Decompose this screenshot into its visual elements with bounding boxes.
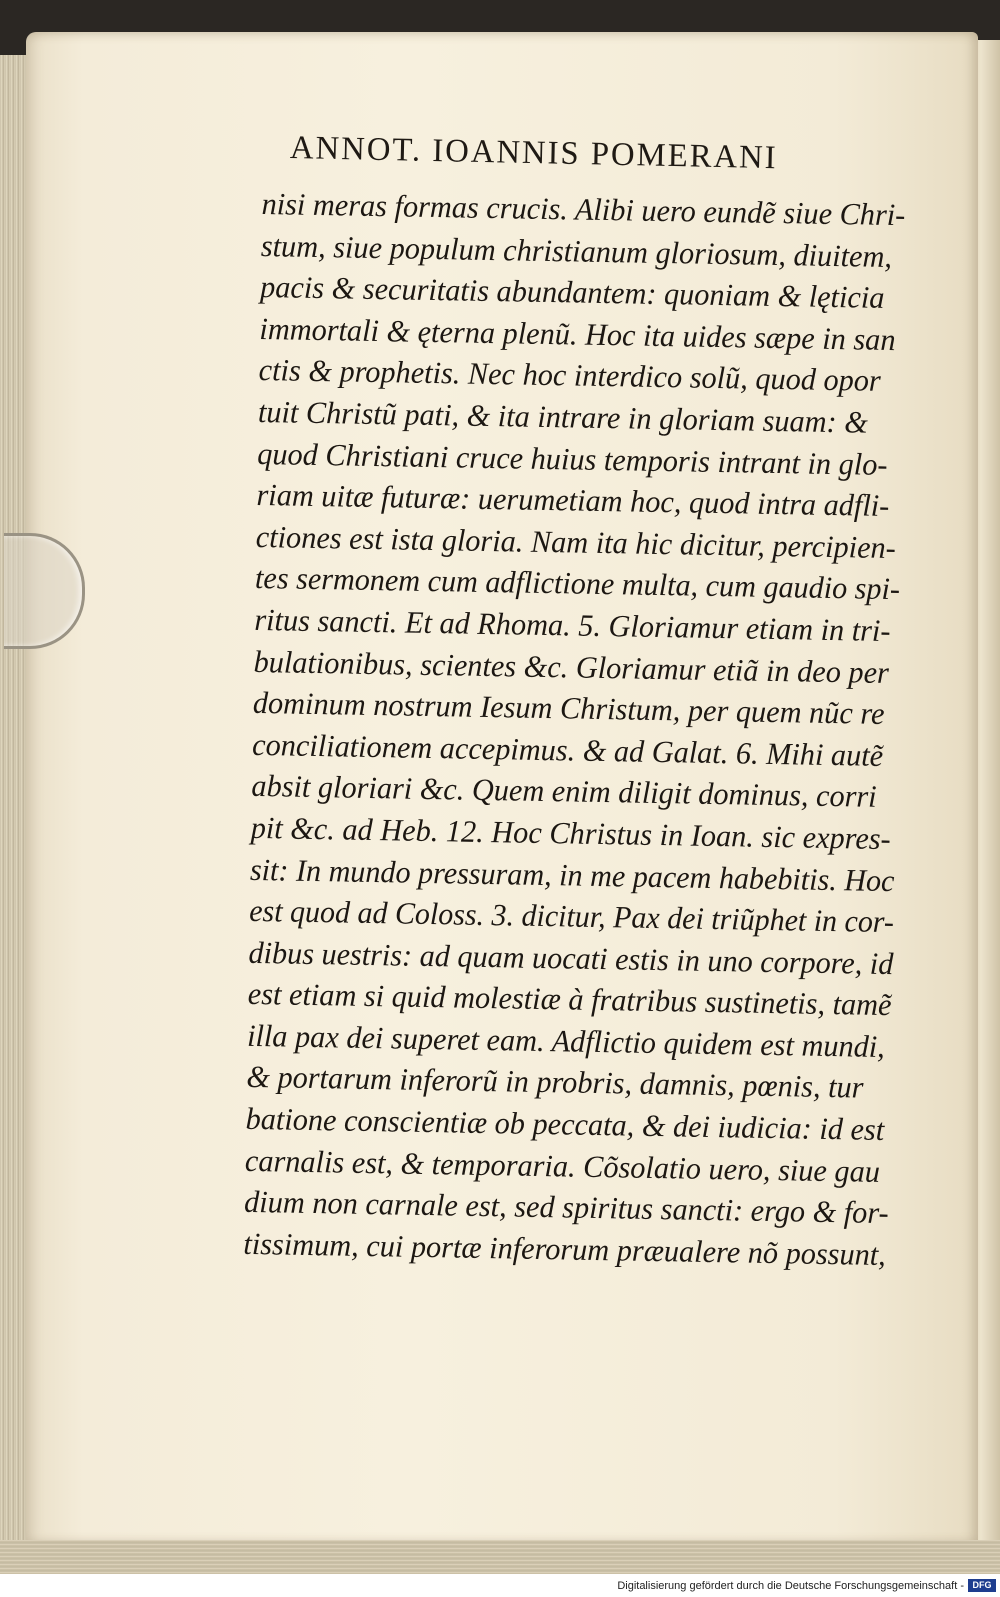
text-line: ctis & prophetis. Nec hoc interdico solũ, quod opor — [258, 352, 882, 399]
dfg-logo: DFG — [968, 1579, 996, 1592]
text-line: pacis & securitatis abundantem: quoniam & lęticia — [259, 269, 885, 316]
text-line: tissimum, cui portæ inferorum præualere nõ possunt, — [243, 1225, 887, 1272]
text-line: est etiam si quid molestiæ à fratribus sustinetis, tamẽ — [247, 976, 892, 1023]
text-line: pit &c. ad Heb. 12. Hoc Christus in Ioan. sic expres- — [250, 809, 892, 856]
text-line: ctiones est ista gloria. Nam ita hic dicitur, percipien- — [255, 518, 897, 565]
text-line: carnalis est, & temporaria. Cõsolatio uero, siue gau — [244, 1142, 881, 1189]
text-line: dominum nostrum Iesum Christum, per quem nũc re — [252, 685, 885, 732]
text-line: bulationibus, scientes &c. Gloriamur etiã in deo per — [253, 643, 890, 690]
text-line: tuit Christũ pati, & ita intrare in gloriam suam: & — [257, 393, 869, 440]
text-line: dium non carnale est, sed spiritus sancti: ergo & for- — [243, 1184, 889, 1231]
text-line: batione conscientiæ ob peccata, & dei iudicia: id est — [245, 1100, 885, 1148]
page-text — [243, 183, 922, 1276]
text-line: stum, siue populum christianum gloriosum, diuitem, — [260, 227, 893, 274]
text-line: est quod ad Coloss. 3. dicitur, Pax dei triũphet in cor- — [248, 892, 895, 940]
text-line: & portarum inferorũ in probris, damnis, pœnis, tur — [246, 1059, 864, 1106]
text-line: riam uitæ futuræ: uerumetiam hoc, quod intra adfli- — [256, 477, 890, 524]
text-line: conciliationem accepimus. & ad Galat. 6. Mihi autẽ — [251, 726, 884, 773]
text-line: ritus sancti. Et ad Rhoma. 5. Gloriamur etiam in tri- — [254, 601, 891, 648]
text-line: nisi meras formas crucis. Alibi uero eundẽ siue Chri- — [261, 185, 906, 233]
text-line: illa pax dei superet eam. Adflictio quidem est mundi, — [246, 1017, 886, 1064]
text-line: sit: In mundo pressuram, in me pacem habebitis. Hoc — [249, 851, 895, 898]
funding-credit: Digitalisierung gefördert durch die Deutsche Forschungsgemeinschaft - — [617, 1580, 964, 1592]
text-line: dibus uestris: ad quam uocati estis in uno corpore, id — [248, 934, 894, 981]
book-block-left-edge — [0, 55, 29, 1570]
running-head: ANNOT. IOANNIS POMERANI — [289, 130, 778, 177]
text-line: immortali & ęterna plenũ. Hoc ita uides sæpe in san — [259, 310, 896, 357]
book-block-bottom-edge — [0, 1540, 1000, 1574]
text-line: tes sermonem cum adflictione multa, cum gaudio spi- — [254, 560, 901, 607]
text-line: quod Christiani cruce huius temporis intrant in glo- — [256, 435, 888, 482]
text-line: absit gloriari &c. Quem enim diligit dominus, corri — [251, 768, 877, 815]
digitization-footer — [0, 1574, 1000, 1597]
